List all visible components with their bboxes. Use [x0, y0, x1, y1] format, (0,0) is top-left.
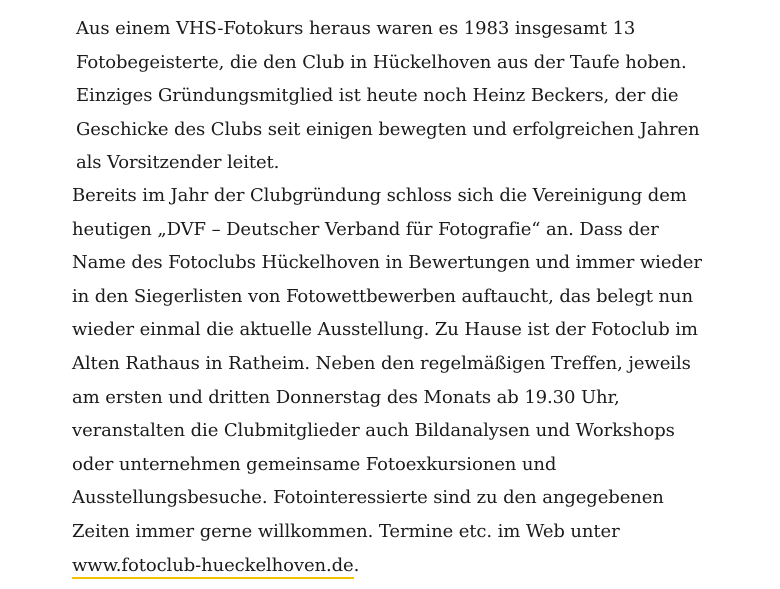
paragraph-club-history	[76, 12, 736, 180]
text-line: Zeiten immer gerne willkommen. Termine etc. im Web unter	[72, 520, 620, 542]
text-line: Geschicke des Clubs seit einigen bewegten und erfolgreichen Jahren	[76, 118, 700, 140]
link-suffix: .	[353, 554, 360, 576]
text-line: wieder einmal die aktuelle Ausstellung. Zu Hause ist der Fotoclub im	[72, 319, 698, 341]
paragraph-club-activities	[72, 179, 752, 582]
text-line: am ersten und dritten Donnerstag des Monats ab 19.30 Uhr,	[72, 386, 620, 408]
text-line: Alten Rathaus in Ratheim. Neben den regelmäßigen Treffen, jeweils	[72, 352, 691, 374]
text-line: heutigen „DVF – Deutscher Verband für Fotografie“ an. Dass der	[72, 218, 659, 240]
text-line: veranstalten die Clubmitglieder auch Bildanalysen und Workshops	[72, 420, 675, 442]
text-line: in den Siegerlisten von Fotowettbewerben auftaucht, das belegt nun	[72, 285, 693, 307]
text-line: oder unternehmen gemeinsame Fotoexkursionen und	[72, 453, 557, 475]
link-line	[72, 549, 752, 583]
text-line: Name des Fotoclubs Hückelhoven in Bewertungen und immer wieder	[72, 252, 702, 274]
text-line: Fotobegeisterte, die den Club in Hückelhoven aus der Taufe hoben.	[76, 51, 687, 73]
text-line: Bereits im Jahr der Clubgründung schloss sich die Vereinigung dem	[72, 185, 687, 206]
text-line: Aus einem VHS-Fotokurs heraus waren es 1983 insgesamt 13	[76, 18, 636, 39]
text-line: als Vorsitzender leitet.	[76, 152, 280, 174]
website-link[interactable]: www.fotoclub-hueckelhoven.de	[72, 555, 354, 579]
text-line: Ausstellungsbesuche. Fotointeressierte sind zu den angegebenen	[72, 487, 664, 509]
text-line: Einziges Gründungsmitglied ist heute noch Heinz Beckers, der die	[76, 85, 679, 107]
